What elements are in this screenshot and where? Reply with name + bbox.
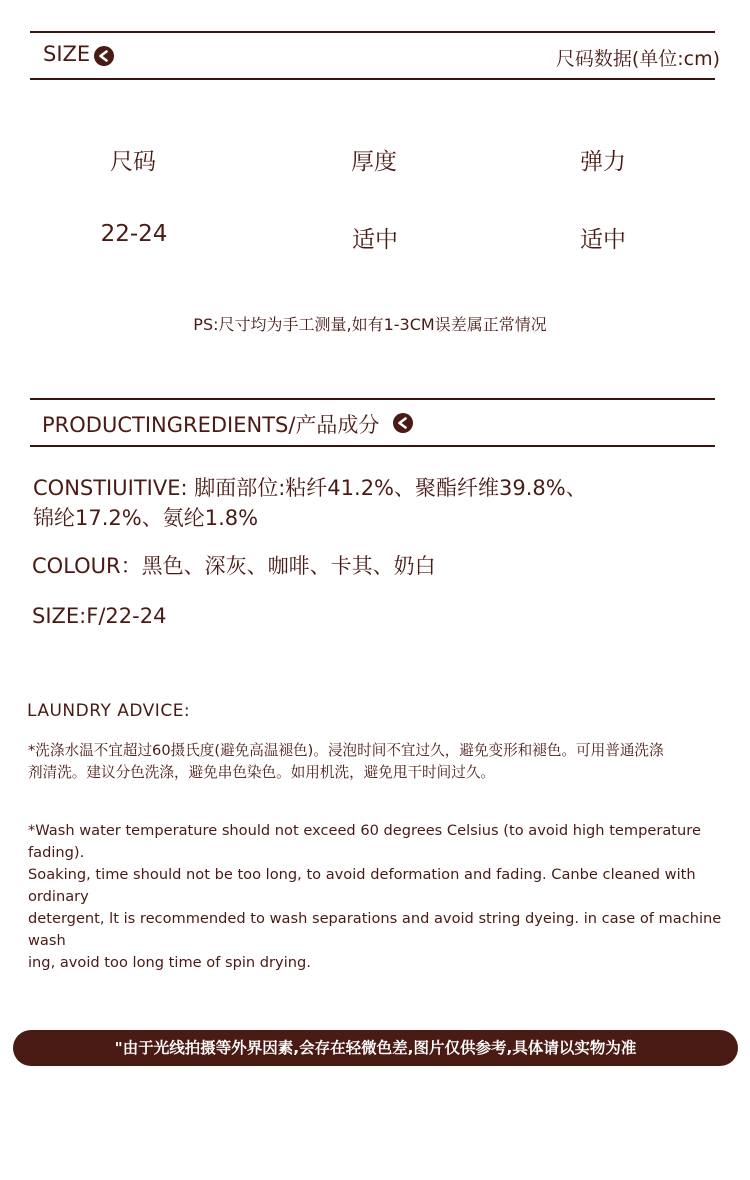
laundry-en-line: ing, avoid too long time of spin drying.	[28, 954, 311, 971]
size-table-cell-thickness: 适中	[352, 227, 398, 253]
size-table-header-thickness: 厚度	[351, 149, 397, 175]
size-unit-label: 尺码数据(单位:cm)	[555, 48, 720, 70]
laundry-en-line: Soaking, time should not be too long, to avoid deformation and fading. Canbe cleaned with ordinary	[28, 866, 696, 905]
size-spec: SIZE:F/22-24	[32, 604, 167, 628]
colour-spec: COLOUR：黑色、深灰、咖啡、卡其、奶白	[32, 554, 436, 578]
chevron-left-icon	[393, 413, 413, 433]
color-disclaimer-banner: "由于光线拍摄等外界因素,会存在轻微色差,图片仅供参考,具体请以实物为准	[13, 1030, 738, 1066]
constituitive-line-1: CONSTIUITIVE: 脚面部位:粘纤41.2%、聚酯纤维39.8%、	[33, 476, 587, 500]
constituitive-line-2: 锦纶17.2%、氨纶1.8%	[33, 506, 259, 530]
size-table-cell-size: 22-24	[100, 221, 168, 247]
measurement-note: PS:尺寸均为手工测量,如有1-3CM误差属正常情况	[193, 315, 547, 334]
size-section-title: SIZE	[43, 42, 91, 66]
size-table-cell-elasticity: 适中	[580, 227, 626, 253]
laundry-en-text	[28, 820, 728, 974]
size-table-header-size: 尺码	[110, 149, 156, 175]
laundry-cn-line: *洗涤水温不宜超过60摄氏度(避免高温褪色)。浸泡时间不宜过久，避免变形和褪色。可用普通洗涤	[28, 742, 664, 759]
laundry-en-line: detergent, lt is recommended to wash separations and avoid string dyeing. in case of machine wash	[28, 910, 722, 949]
laundry-en-line: *Wash water temperature should not exceed 60 degrees Celsius (to avoid high temperature fading).	[28, 822, 701, 861]
laundry-cn-line: 剂清洗。建议分色洗涤，避免串色染色。如用机洗，避免甩干时间过久。	[28, 764, 496, 781]
product-section-title: PRODUCTINGREDIENTS/产品成分	[42, 413, 380, 437]
laundry-advice-title: LAUNDRY ADVICE:	[27, 701, 191, 721]
size-table-header-elasticity: 弹力	[580, 149, 626, 175]
laundry-cn-text	[28, 740, 728, 784]
chevron-left-icon	[94, 46, 114, 66]
